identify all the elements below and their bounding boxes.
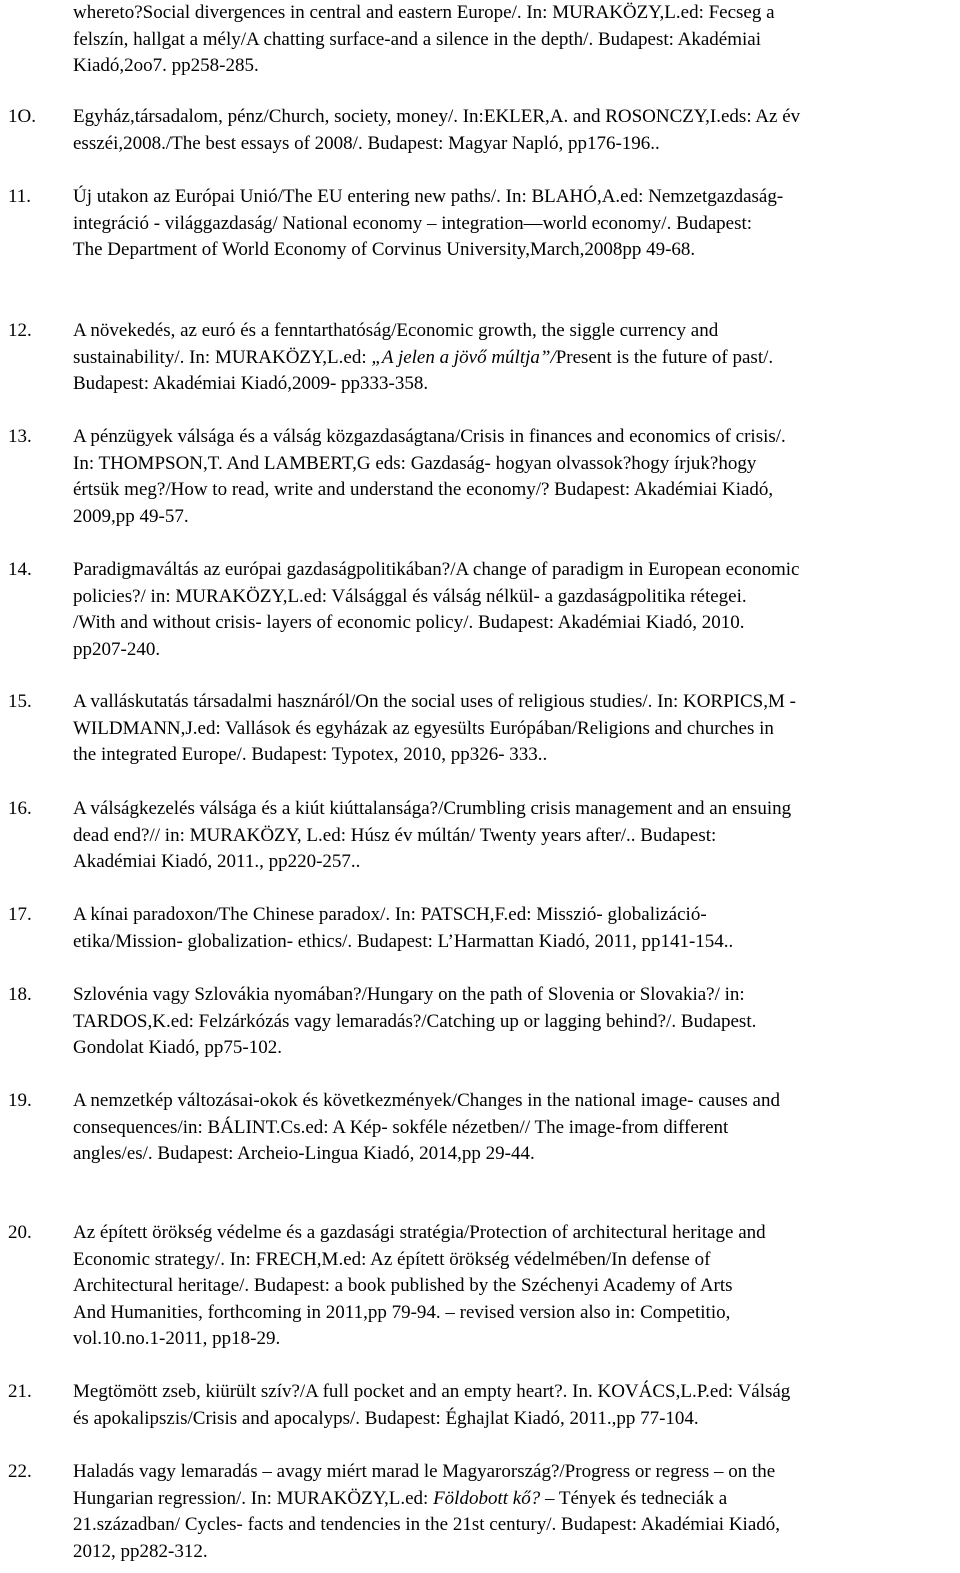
entry-line: angles/es/. Budapest: Archeio-Lingua Kiadó, 2014,pp 29-44. [73, 1143, 535, 1164]
entry-text [73, 796, 955, 876]
italic-title: Földobott kő? [433, 1487, 541, 1509]
entry-text [73, 1220, 955, 1353]
entry-line-part: Hungarian regression/. In: MURAKÖZY,L.ed: [73, 1487, 429, 1509]
entry-line: 2009,pp 49-57. [73, 505, 189, 527]
entry-text [73, 1088, 955, 1168]
entry-line: integráció - világgazdaság/ National economy – integration—world economy/. Budapest: [73, 212, 753, 234]
entry-text [73, 557, 955, 663]
entry-line: And Humanities, forthcoming in 2011,pp 79-94. – revised version also in: Competitio, [73, 1301, 731, 1323]
entry-line: esszéi,2008./The best essays of 2008/. Budapest: Magyar Napló, pp176-196.. [73, 132, 660, 154]
entry-number: 17. [8, 904, 32, 925]
entry-text [73, 104, 955, 157]
entry-line: A nemzetkép változásai-okok és következmények/Changes in the national image- causes and [73, 1090, 780, 1111]
entry-line-part: Present is the future of past/. [555, 346, 774, 368]
entry-line: és apokalipszis/Crisis and apocalyps/. Budapest: Éghajlat Kiadó, 2011.,pp 77-104. [73, 1407, 699, 1429]
entry-line: A növekedés, az euró és a fenntarthatóság/Economic growth, the siggle currency and [73, 320, 719, 341]
italic-title: „A jelen a jövő múltja”/ [371, 346, 556, 368]
entry-line: A válságkezelés válsága és a kiút kiúttalansága?/Crumbling crisis management and an ensuing [73, 798, 792, 819]
entry-line: whereto?Social divergences in central and eastern Europe/. In: MURAKÖZY,L.ed: Fecseg a [73, 2, 775, 23]
entry-text [73, 1459, 955, 1565]
entry-line: Architectural heritage/. Budapest: a book published by the Széchenyi Academy of Arts [73, 1275, 733, 1296]
entry-number: 16. [8, 798, 32, 819]
entry-text [73, 902, 955, 955]
entry-line: Akadémiai Kiadó, 2011., pp220-257.. [73, 851, 361, 872]
entry-text [73, 1379, 955, 1432]
entry-number: 1O. [8, 106, 36, 127]
entry-line [73, 1486, 955, 1513]
entry-number: 21. [8, 1381, 32, 1402]
entry-line: értsük meg?/How to read, write and understand the economy/? Budapest: Akadémiai Kiadó, [73, 479, 774, 500]
entry-number: 19. [8, 1090, 32, 1111]
entry-line-part: sustainability/. In: MURAKÖZY,L.ed: [73, 346, 367, 368]
entry-line: Megtömött zseb, kiürült szív?/A full pocket and an empty heart?. In. KOVÁCS,L.P.ed: Válság [73, 1381, 791, 1402]
entry-line: Az épített örökség védelme és a gazdasági stratégia/Protection of architectural heritage and [73, 1222, 766, 1243]
entry-number: 20. [8, 1222, 32, 1243]
entry-line-part: – Tények és tedneciák a [544, 1487, 728, 1509]
entry-line: felszín, hallgat a mély/A chatting surface-and a silence in the depth/. Budapest: Akadémiai [73, 28, 761, 50]
entry-number: 15. [8, 691, 32, 712]
entry-text [73, 424, 955, 530]
entry-text [73, 982, 955, 1062]
entry-text [73, 184, 955, 264]
entry-line: Budapest: Akadémiai Kiadó,2009- pp333-358. [73, 373, 429, 394]
entry-line: /With and without crisis- layers of economic policy/. Budapest: Akadémiai Kiadó, 2010. [73, 612, 745, 633]
entry-line: TARDOS,K.ed: Felzárkózás vagy lemaradás?/Catching up or lagging behind?/. Budapest. [73, 1010, 757, 1032]
entry-text [73, 689, 955, 769]
entry-line: Szlovénia vagy Szlovákia nyomában?/Hungary on the path of Slovenia or Slovakia?/ in: [73, 984, 745, 1005]
entry-line: 2012, pp282-312. [73, 1540, 208, 1562]
entry-line: Egyház,társadalom, pénz/Church, society, money/. In:EKLER,A. and ROSONCZY,I.eds: Az év [73, 106, 801, 127]
entry-number: 12. [8, 320, 32, 341]
entry-line: A pénzügyek válsága és a válság közgazdaságtana/Crisis in finances and economics of crisis/. [73, 426, 786, 447]
entry-line: 21.században/ Cycles- facts and tendencies in the 21st century/. Budapest: Akadémiai Kiadó, [73, 1514, 781, 1535]
entry-line: the integrated Europe/. Budapest: Typotex, 2010, pp326- 333.. [73, 744, 548, 765]
entry-line [73, 345, 955, 372]
entry-line: Economic strategy/. In: FRECH,M.ed: Az épített örökség védelmében/In defense of [73, 1248, 711, 1270]
entry-line: pp207-240. [73, 638, 161, 660]
entry-line: consequences/in: BÁLINT.Cs.ed: A Kép- sokféle nézetben// The image-from different [73, 1116, 729, 1138]
entry-line: vol.10.no.1-2011, pp18-29. [73, 1328, 281, 1349]
entry-line: Új utakon az Európai Unió/The EU entering new paths/. In: BLAHÓ,A.ed: Nemzetgazdaság- [73, 186, 784, 207]
entry-line: policies?/ in: MURAKÖZY,L.ed: Válsággal és válság nélkül- a gazdaságpolitika rétegei. [73, 585, 747, 607]
entry-line: etika/Mission- globalization- ethics/. Budapest: L’Harmattan Kiadó, 2011, pp141-154.. [73, 930, 734, 952]
entry-number: 18. [8, 984, 32, 1005]
entry-line: The Department of World Economy of Corvinus University,March,2008pp 49-68. [73, 239, 696, 260]
entry-line: Haladás vagy lemaradás – avagy miért marad le Magyarország?/Progress or regress – on the [73, 1461, 776, 1482]
entry-number: 11. [8, 186, 32, 207]
entry-line: WILDMANN,J.ed: Vallások és egyházak az egyesülts Európában/Religions and churches in [73, 717, 774, 739]
entry-number: 22. [8, 1461, 32, 1482]
entry-number: 13. [8, 426, 32, 447]
entry-line: In: THOMPSON,T. And LAMBERT,G eds: Gazdaság- hogyan olvassok?hogy írjuk?hogy [73, 452, 757, 474]
entry-text [73, 318, 955, 398]
entry-line: dead end?// in: MURAKÖZY, L.ed: Húsz év múltán/ Twenty years after/.. Budapest: [73, 824, 717, 846]
entry-line: Kiadó,2oo7. pp258-285. [73, 55, 259, 76]
entry-line: A valláskutatás társadalmi hasznáról/On the social uses of religious studies/. In: KORPICS,M - [73, 691, 796, 712]
entry-number: 14. [8, 559, 32, 580]
entry-text [73, 0, 955, 80]
entry-line: Paradigmaváltás az európai gazdaságpolitikában?/A change of paradigm in European economic [73, 559, 800, 580]
entry-line: Gondolat Kiadó, pp75-102. [73, 1037, 282, 1058]
entry-line: A kínai paradoxon/The Chinese paradox/. In: PATSCH,F.ed: Misszió- globalizáció- [73, 904, 707, 925]
